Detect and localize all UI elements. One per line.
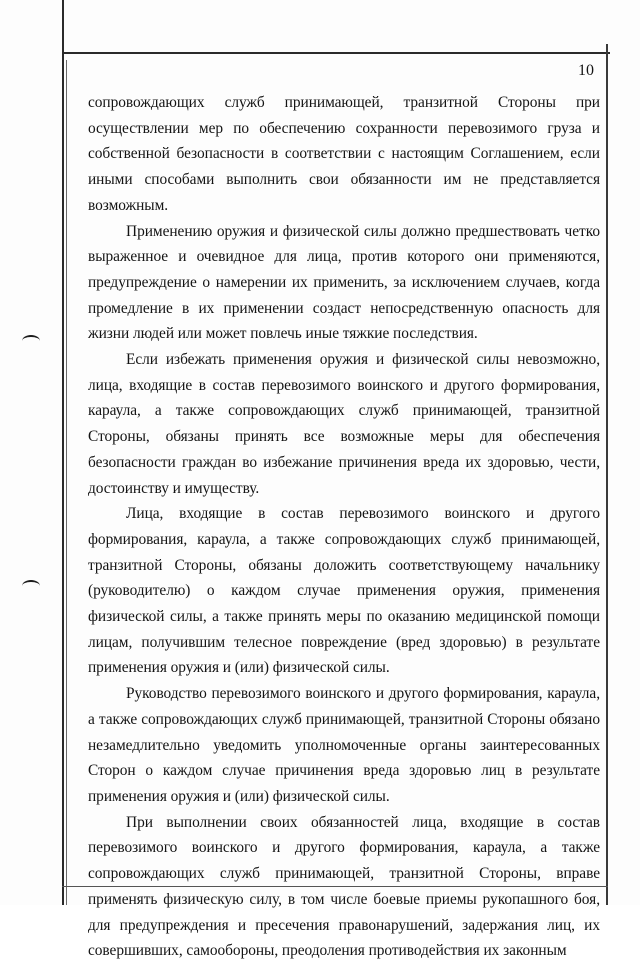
paragraph: При выполнении своих обязанностей лица, входящие в состав перевозимого воинского и другого формирования, караула, а также сопровождающих служб принимающей, транзитной Стороны, вправе применять физическую силу, в том числе боевые приемы рукопашного боя, для предупреждения и пресечения правонарушений, задержания лиц, их совершивших, самообороны, преодоления противодействия их законным [88,813,600,960]
binding-hole-mark [22,580,40,592]
page-left-edge [62,0,64,905]
page-left-shadow [66,60,67,905]
page-top-edge [62,52,610,54]
paragraph: Применению оружия и физической силы должно предшествовать четко выраженное и очевидное для лица, против которого они применяются, предупреждение о намерении их применить, за исключением случаев, когда промедление в их применении создаст непосредственную опасность для жизни людей или может повлечь иные тяжкие последствия. [88,222,600,343]
document-body [88,90,600,964]
paragraph: Руководство перевозимого воинского и другого формирования, караула, а также сопровождающих служб принимающей, транзитной Стороны обязано незамедлительно уведомить уполномоченные органы заинтересованных Сторон о каждом случае причинения вреда здоровью лиц в результате применения оружия и (или) физической силы. [88,685,600,805]
paragraph: Лица, входящие в состав перевозимого воинского и другого формирования, караула, а также сопровождающих служб принимающей, транзитной Стороны, обязаны доложить соответствующему начальнику (руководителю) о каждом случае применения оружия, применения физической силы, а также принять меры по оказанию медицинской помощи лицам, получившим телесное повреждение (вред здоровью) в результате применения оружия и (или) физической силы. [88,505,600,677]
paragraph: Если избежать применения оружия и физической силы невозможно, лица, входящие в состав перевозимого воинского и другого формирования, караула, а также сопровождающих служб принимающей, транзитной Стороны, обязаны принять все возможные меры для обеспечения безопасности граждан во избежание причинения вреда их здоровью, чести, достоинству и имуществу. [88,351,600,497]
page-number: 10 [578,62,594,79]
binding-hole-mark [22,335,40,347]
page-right-edge [606,44,608,905]
paragraph: сопровождающих служб принимающей, транзитной Стороны при осуществлении мер по обеспечению сохранности перевозимого груза и собственной безопасности в соответствии с настоящим Соглашением, если иными способами выполнить свои обязанности им не представляется возможным. [88,94,600,214]
